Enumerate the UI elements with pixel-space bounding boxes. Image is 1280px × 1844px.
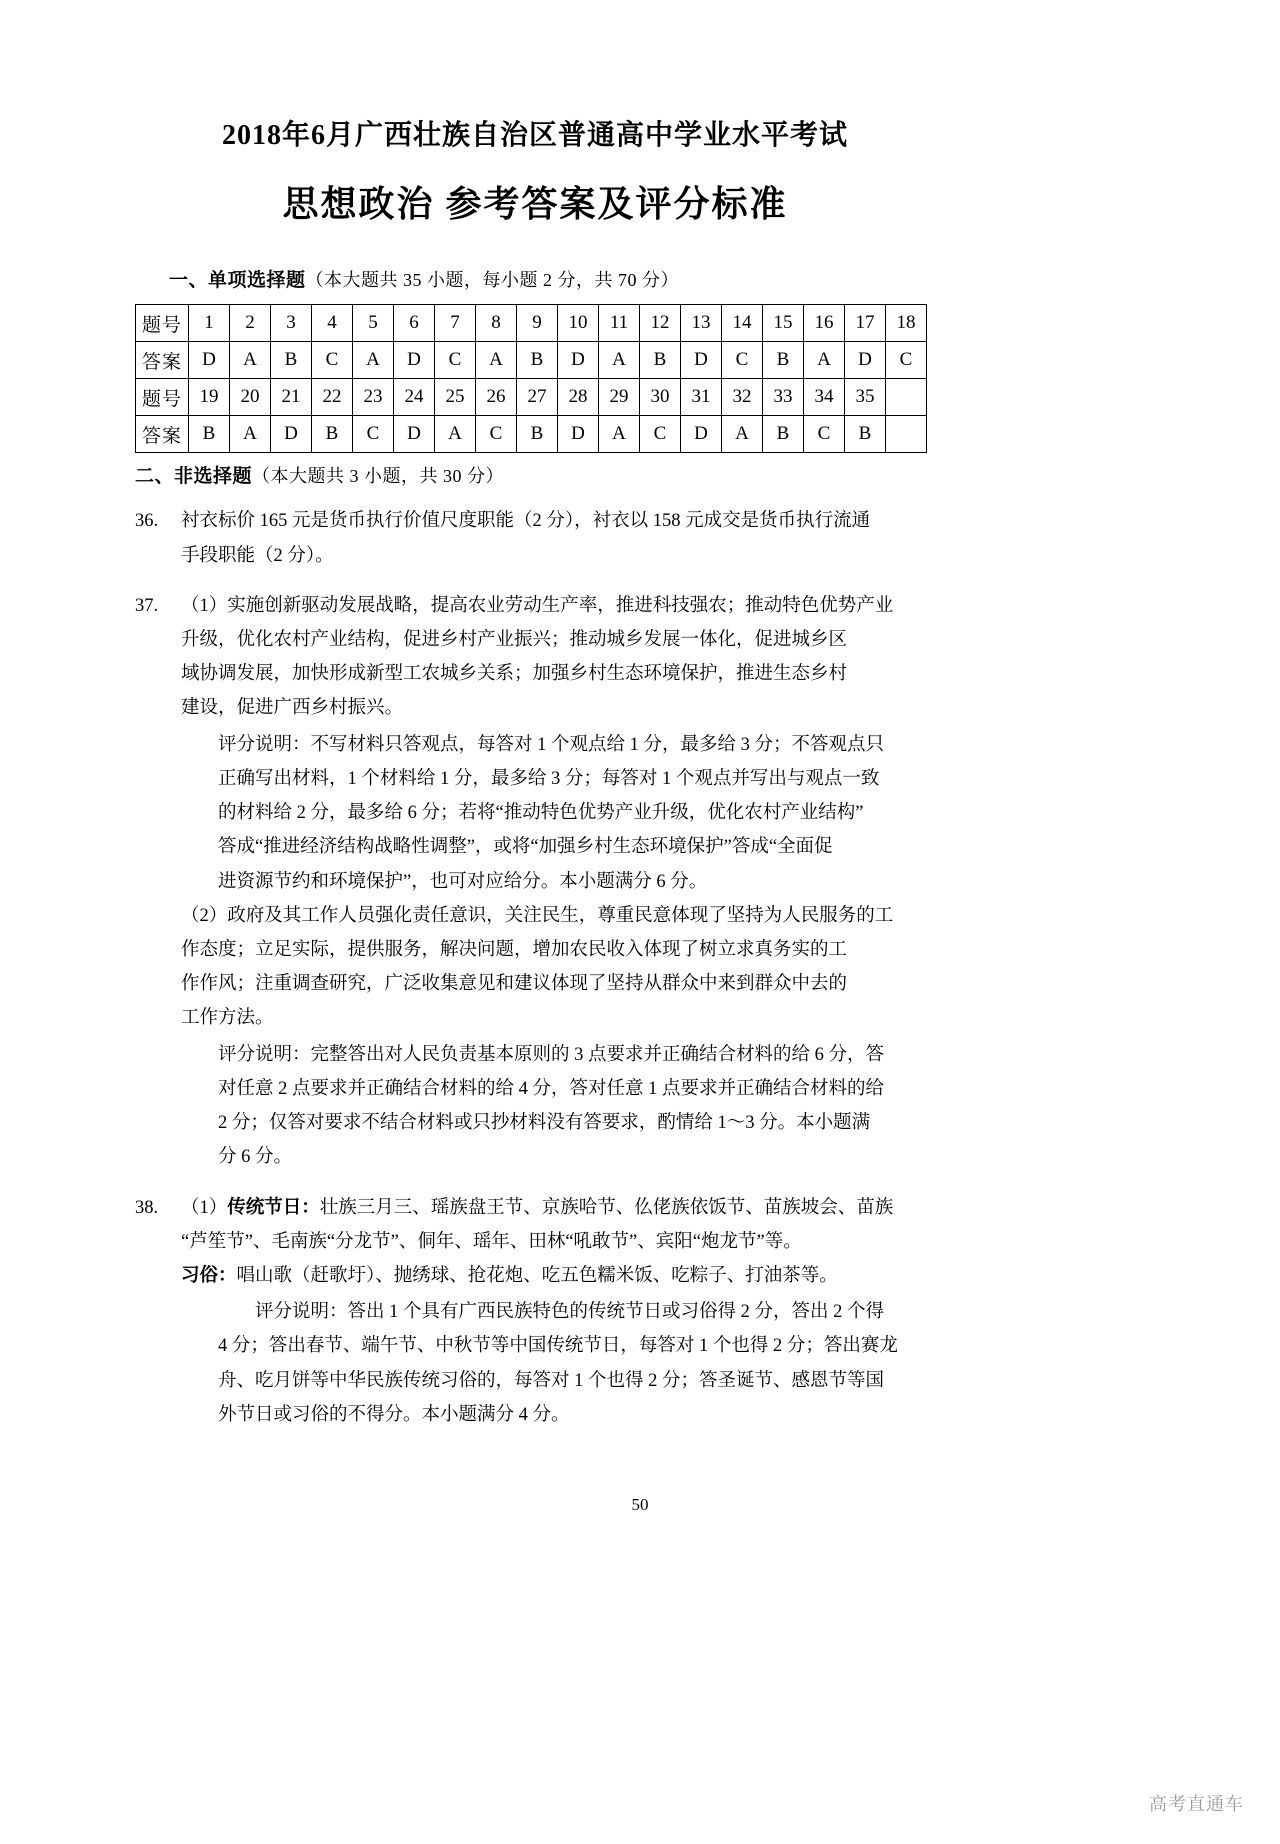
cell-a-33: B: [763, 416, 804, 453]
cell-q-8: 8: [476, 305, 517, 342]
question-38-part-1-note-line-2: 4 分；答出春节、端午节、中秋节等中国传统节日，每答对 1 个也得 2 分；答出赛龙: [218, 1336, 898, 1357]
cell-q-5: 5: [353, 305, 394, 342]
question-37-part-2-note: [218, 1038, 935, 1175]
cell-q-15: 15: [763, 305, 804, 342]
question-36-line-2: 手段职能（2 分）。: [181, 545, 334, 566]
question-37-part-2-note-line-3: 2 分；仅答对要求不结合材料或只抄材料没有答要求，酌情给 1～3 分。本小题满: [218, 1113, 871, 1134]
cell-q-7: 7: [435, 305, 476, 342]
question-38-customs-line: [181, 1259, 935, 1293]
cell-q-10: 10: [558, 305, 599, 342]
question-36: [135, 504, 935, 572]
cell-q-14: 14: [722, 305, 763, 342]
cell-q-28: 28: [558, 379, 599, 416]
question-37-part-1-text-1: 实施创新驱动发展战略，提高农业劳动生产率，推进科技强农；推动特色优势产业: [227, 595, 894, 616]
cell-a-4: C: [312, 342, 353, 379]
cell-q-32: 32: [722, 379, 763, 416]
question-37-part-2-note-line-1: 评分说明：完整答出对人民负责基本原则的 3 点要求并正确结合材料的给 6 分，答: [218, 1044, 885, 1065]
question-36-number: 36.: [135, 511, 159, 532]
cell-q-17: 17: [845, 305, 886, 342]
row-header-question-2: 题号: [136, 379, 189, 416]
cell-q-20: 20: [230, 379, 271, 416]
question-37-part-2-line-1: [181, 899, 935, 933]
question-38-part-1-label: （1）: [181, 1197, 228, 1218]
question-37-part-2-label: （2）: [181, 905, 228, 926]
question-37-part-1-note-line-5: 进资源节约和环境保护”，也可对应给分。本小题满分 6 分。: [218, 871, 708, 892]
question-37-part-2-note-line-2: 对任意 2 点要求并正确结合材料的给 4 分，答对任意 1 点要求并正确结合材料的给: [218, 1078, 885, 1099]
question-37-part-1-line-3: 域协调发展，加快形成新型工农城乡关系；加强乡村生态环境保护，推进生态乡村: [181, 664, 848, 685]
cell-q-26: 26: [476, 379, 517, 416]
cell-a-34: C: [804, 416, 845, 453]
cell-q-27: 27: [517, 379, 558, 416]
question-37-part-2-line-4: 工作方法。: [181, 1008, 274, 1029]
question-37-body: [181, 589, 935, 1175]
cell-a-22: B: [312, 416, 353, 453]
question-38-part-1-line-2: “芦笙节”、毛南族“分龙节”、侗年、瑶年、田林“吼敢节”、宾阳“炮龙节”等。: [181, 1231, 802, 1252]
section-two-heading: [135, 461, 935, 488]
question-38-part-1-text-1: 壮族三月三、瑶族盘王节、京族哈节、仫佬族依饭节、苗族坡会、苗族: [319, 1197, 894, 1218]
question-37-part-1-note-line-1: 评分说明：不写材料只答观点，每答对 1 个观点给 1 分，最多给 3 分；不答观点只: [218, 734, 885, 755]
cell-a-21: D: [271, 416, 312, 453]
cell-q-30: 30: [640, 379, 681, 416]
cell-q-29: 29: [599, 379, 640, 416]
cell-a-26: C: [476, 416, 517, 453]
cell-a-30: C: [640, 416, 681, 453]
cell-a-6: D: [394, 342, 435, 379]
subject-title: 思想政治 参考答案及评分标准: [282, 184, 788, 225]
cell-a-blank: [886, 416, 927, 453]
question-37-part-2-line-2: 作态度；立足实际，提供服务，解决问题，增加农民收入体现了树立求真务实的工: [181, 940, 848, 961]
question-37: [135, 589, 935, 1175]
cell-a-1: D: [189, 342, 230, 379]
section-one-paren: （本大题共 35 小题，每小题 2 分，共 70 分）: [305, 270, 680, 291]
question-37-part-1-line-2: 升级，优化农村产业结构，促进乡村产业振兴；推动城乡发展一体化，促进城乡区: [181, 630, 848, 651]
cell-q-11: 11: [599, 305, 640, 342]
question-37-part-1-line-1: [181, 589, 935, 623]
cell-q-22: 22: [312, 379, 353, 416]
cell-a-31: D: [681, 416, 722, 453]
cell-a-18: C: [886, 342, 927, 379]
table-row: [136, 379, 927, 416]
question-38-body: [181, 1191, 935, 1433]
cell-a-10: D: [558, 342, 599, 379]
section-two-label: 二、非选择题: [135, 466, 253, 488]
cell-a-16: A: [804, 342, 845, 379]
page-title: 2018年6月广西壮族自治区普通高中学业水平考试: [221, 120, 848, 151]
cell-a-25: A: [435, 416, 476, 453]
cell-q-31: 31: [681, 379, 722, 416]
question-37-part-2-note-line-4: 分 6 分。: [218, 1147, 293, 1168]
cell-q-18: 18: [886, 305, 927, 342]
cell-q-25: 25: [435, 379, 476, 416]
cell-q-16: 16: [804, 305, 845, 342]
question-38-part-1-note-line-4: 外节日或习俗的不得分。本小题满分 4 分。: [218, 1404, 570, 1425]
question-37-part-2-line-3: 作作风；注重调查研究，广泛收集意见和建议体现了坚持从群众中来到群众中去的: [181, 974, 848, 995]
row-header-answer-1: 答案: [136, 342, 189, 379]
cell-q-34: 34: [804, 379, 845, 416]
cell-a-27: B: [517, 416, 558, 453]
cell-a-5: A: [353, 342, 394, 379]
cell-a-19: B: [189, 416, 230, 453]
question-38-customs-text: 唱山歌（赶歌圩）、抛绣球、抢花炮、吃五色糯米饭、吃粽子、打油茶等。: [236, 1265, 838, 1286]
question-37-part-2: [181, 899, 935, 1175]
cell-a-11: A: [599, 342, 640, 379]
table-row: [136, 416, 927, 453]
question-36-line-1: 衬衣标价 165 元是货币执行价值尺度职能（2 分），衬衣以 158 元成交是货币执行流通: [181, 511, 871, 532]
cell-a-24: D: [394, 416, 435, 453]
question-38-customs-label: 习俗：: [181, 1265, 237, 1286]
cell-a-20: A: [230, 416, 271, 453]
question-37-part-1-line-4: 建设，促进广西乡村振兴。: [181, 698, 404, 719]
cell-a-2: A: [230, 342, 271, 379]
cell-a-29: A: [599, 416, 640, 453]
cell-q-13: 13: [681, 305, 722, 342]
cell-a-15: B: [763, 342, 804, 379]
cell-q-blank: [886, 379, 927, 416]
cell-q-35: 35: [845, 379, 886, 416]
question-38-part-1-line-1: [181, 1191, 935, 1225]
cell-q-2: 2: [230, 305, 271, 342]
table-row: [136, 305, 927, 342]
cell-q-4: 4: [312, 305, 353, 342]
question-37-part-1-note-line-4: 答成“推进经济结构战略性调整”，或将“加强乡村生态环境保护”答成“全面促: [218, 837, 833, 858]
question-37-part-1-note: [218, 728, 935, 899]
question-37-part-1-note-line-3: 的材料给 2 分，最多给 6 分；若将“推动特色优势产业升级，优化农村产业结构”: [218, 803, 864, 824]
cell-a-35: B: [845, 416, 886, 453]
question-37-part-2-text-1: 政府及其工作人员强化责任意识，关注民生，尊重民意体现了坚持为人民服务的工: [227, 905, 894, 926]
cell-q-6: 6: [394, 305, 435, 342]
question-38: [135, 1191, 935, 1433]
cell-q-9: 9: [517, 305, 558, 342]
section-one-label: 一、单项选择题: [169, 270, 306, 292]
question-37-part-1-label: （1）: [181, 595, 228, 616]
cell-a-8: A: [476, 342, 517, 379]
watermark: 高考直通车: [1149, 1794, 1244, 1814]
page-number: 50: [631, 1495, 649, 1514]
section-one-heading: [169, 265, 935, 292]
question-36-body: [181, 504, 935, 572]
question-38-part-1-note: [218, 1295, 935, 1432]
page-content: [135, 0, 935, 1432]
cell-q-19: 19: [189, 379, 230, 416]
question-38-traditional-festivals-label: 传统节日：: [227, 1197, 320, 1218]
answer-key-table: [135, 304, 927, 453]
cell-q-3: 3: [271, 305, 312, 342]
question-37-part-1-note-line-2: 正确写出材料，1 个材料给 1 分，最多给 3 分；每答对 1 个观点并写出与观点一致: [218, 768, 880, 789]
cell-a-28: D: [558, 416, 599, 453]
cell-q-12: 12: [640, 305, 681, 342]
cell-q-33: 33: [763, 379, 804, 416]
question-38-part-1-note-line-1: 评分说明：答出 1 个具有广西民族特色的传统节日或习俗得 2 分，答出 2 个得: [255, 1302, 885, 1323]
cell-a-17: D: [845, 342, 886, 379]
section-two-paren: （本大题共 3 小题，共 30 分）: [252, 466, 505, 487]
row-header-answer-2: 答案: [136, 416, 189, 453]
cell-a-14: C: [722, 342, 763, 379]
cell-q-1: 1: [189, 305, 230, 342]
cell-a-7: C: [435, 342, 476, 379]
question-37-number: 37.: [135, 595, 159, 616]
cell-q-24: 24: [394, 379, 435, 416]
cell-q-21: 21: [271, 379, 312, 416]
question-37-part-1: [181, 589, 935, 899]
cell-a-32: A: [722, 416, 763, 453]
cell-q-23: 23: [353, 379, 394, 416]
table-row: [136, 342, 927, 379]
cell-a-12: B: [640, 342, 681, 379]
cell-a-23: C: [353, 416, 394, 453]
question-38-part-1-note-line-3: 舟、吃月饼等中华民族传统习俗的，每答对 1 个也得 2 分；答圣诞节、感恩节等国: [218, 1370, 885, 1391]
cell-a-3: B: [271, 342, 312, 379]
row-header-question-1: 题号: [136, 305, 189, 342]
cell-a-9: B: [517, 342, 558, 379]
question-38-number: 38.: [135, 1197, 159, 1218]
cell-a-13: D: [681, 342, 722, 379]
